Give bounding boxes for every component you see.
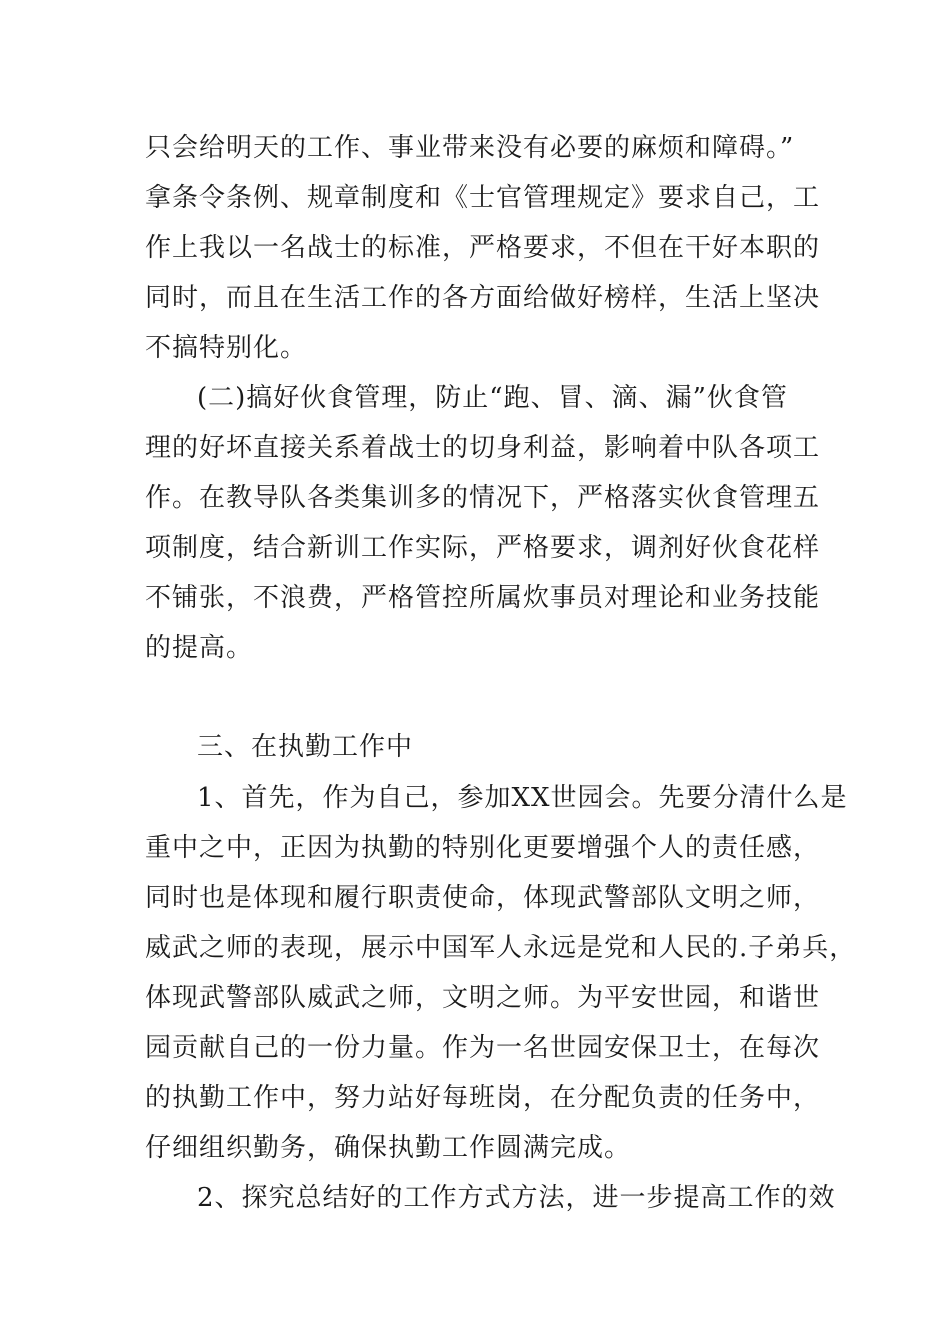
paragraph-start: 1、首先，作为自己，参加XX世园会。先要分清什么是 (197, 783, 848, 813)
text-line: 项制度，结合新训工作实际，严格要求，调剂好伙食花样 (145, 533, 821, 563)
text-line: 只会给明天的工作、事业带来没有必要的麻烦和障碍。” (145, 133, 795, 163)
text-line: 的提高。 (145, 633, 254, 663)
text-line: 威武之师的表现，展示中国军人永远是党和人民的.子弟兵， (145, 933, 857, 963)
text-line: 同时也是体现和履行职责使命，体现武警部队文明之师， (145, 883, 821, 913)
text-line: 同时，而且在生活工作的各方面给做好榜样，生活上坚决 (145, 283, 821, 313)
section-heading: 三、在执勤工作中 (197, 732, 414, 762)
text-line: 园贡献自己的一份力量。作为一名世园安保卫士，在每次 (145, 1033, 821, 1063)
text-line: 体现武警部队威武之师，文明之师。为平安世园，和谐世 (145, 983, 821, 1013)
text-line: 不铺张，不浪费，严格管控所属炊事员对理论和业务技能 (145, 583, 821, 613)
text-line: 理的好坏直接关系着战士的切身利益，影响着中队各项工 (145, 433, 821, 463)
text-line: 拿条令条例、规章制度和《士官管理规定》要求自己，工 (145, 183, 821, 213)
paragraph-start: 2、探究总结好的工作方式方法，进一步提高工作的效 (197, 1183, 836, 1213)
text-line: 不搞特别化。 (145, 333, 308, 363)
text-line: 作上我以一名战士的标准，严格要求，不但在干好本职的 (145, 233, 821, 263)
text-line: 的执勤工作中，努力站好每班岗，在分配负责的任务中， (145, 1083, 821, 1113)
text-line: 仔细组织勤务，确保执勤工作圆满完成。 (145, 1133, 632, 1163)
text-line: 作。在教导队各类集训多的情况下，严格落实伙食管理五 (145, 483, 821, 513)
text-line: 重中之中，正因为执勤的特别化更要增强个人的责任感， (145, 833, 821, 863)
paragraph-heading: (二)搞好伙食管理，防止“跑、冒、滴、漏”伙食管 (197, 383, 788, 413)
